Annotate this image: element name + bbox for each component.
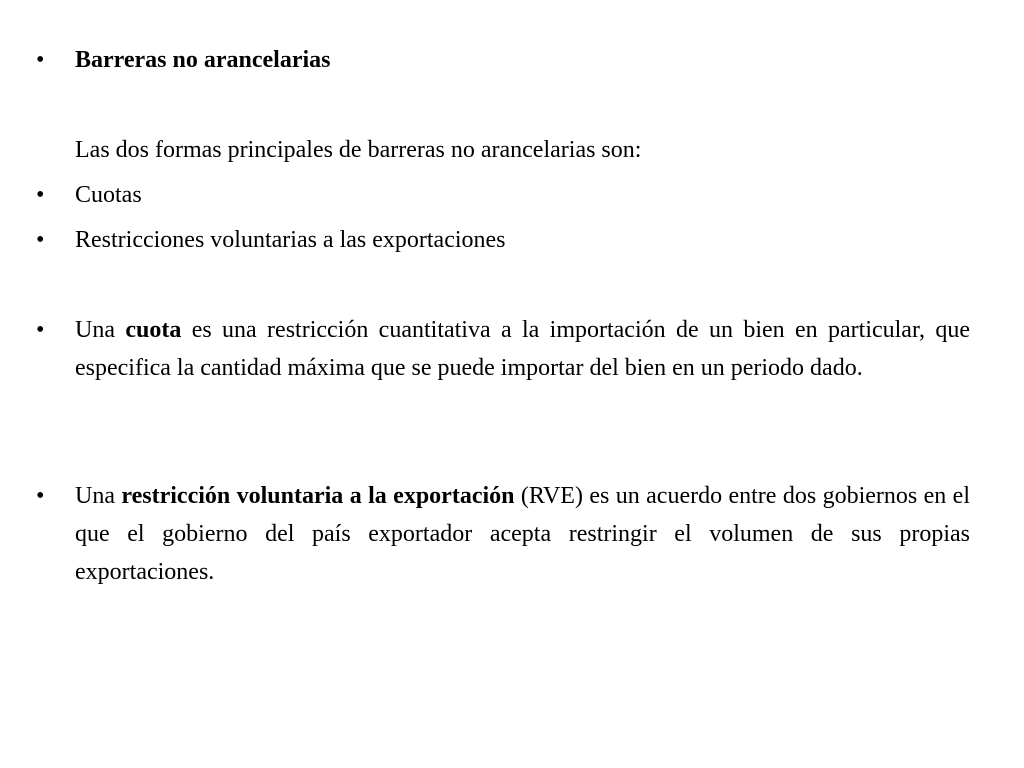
bullet-heading: • — [36, 47, 45, 73]
quota-lead: Una — [75, 317, 126, 343]
heading-text: Barreras no arancelarias — [75, 47, 331, 73]
slide-heading — [75, 41, 970, 79]
rve-term: restricción voluntaria a la exportación — [121, 483, 515, 509]
quota-rest: es una restricción cuantitativa a la importación de un bien en particular, que especifica la cantidad máxima que se puede importar del bien en un periodo dado. — [75, 317, 970, 381]
list-item-restricciones: Restricciones voluntarias a las exportaciones — [75, 227, 506, 253]
bullet-rve-paragraph: • — [36, 483, 45, 509]
rve-rest: (RVE) es un acuerdo entre dos gobiernos en el que el gobierno del país exportador acepta restringir el volumen de sus propias exportaciones. — [75, 483, 971, 585]
rve-paragraph — [75, 477, 970, 591]
bullet-cuotas: • — [36, 182, 45, 208]
list-item-cuotas: Cuotas — [75, 182, 142, 208]
bullet-quota-paragraph: • — [36, 317, 45, 343]
bullet-restricciones: • — [36, 227, 45, 253]
quota-paragraph — [75, 311, 970, 387]
rve-lead: Una — [75, 483, 122, 509]
quota-term: cuota — [125, 317, 182, 343]
intro-text: Las dos formas principales de barreras no arancelarias son: — [75, 137, 642, 163]
